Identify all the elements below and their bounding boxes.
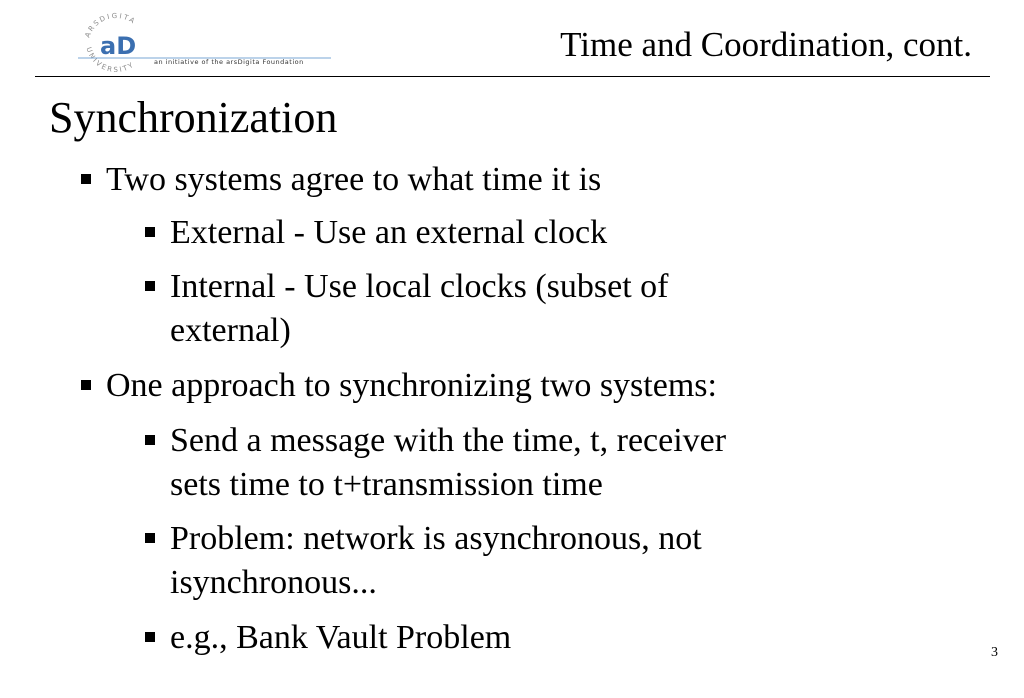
bullet-item [106,158,601,202]
bullet-text-line: sets time to t+transmission time [170,466,603,503]
logo-arc-top-text: ARSDIGITA [83,12,138,39]
bullet-text-line: isynchronous... [170,564,377,601]
bullet-text-line: Problem: network is asynchronous, not [170,520,702,557]
header-title: Time and Coordination, cont. [560,25,972,64]
logo-mark: aD [100,32,137,60]
bullet-square-icon [81,380,91,390]
slide-title: Synchronization [49,93,338,142]
bullet-square-icon [81,174,91,184]
bullet-text-line: Internal - Use local clocks (subset of [170,268,669,305]
logo-tagline: an initiative of the arsDigita Foundation [154,58,304,66]
bullet-text: e.g., Bank Vault Problem [170,619,512,656]
logo-arc-bottom-text: UNIVERSITY [84,46,137,72]
sub-bullet-item [170,211,870,255]
bullet-square-icon [145,281,155,291]
bullet-text: External - Use an external clock [170,214,608,251]
bullet-text: Two systems agree to what time it is [106,161,602,198]
sub-bullet-item [170,517,870,605]
sub-bullet-item [170,419,870,507]
bullet-square-icon [145,533,155,543]
bullet-text: One approach to synchronizing two systems: [106,367,717,404]
bullet-square-icon [145,227,155,237]
bullet-text-line: external) [170,312,291,349]
bullet-square-icon [145,632,155,642]
sub-bullet-item [170,616,870,660]
sub-bullet-item [170,265,870,353]
bullet-item [106,364,717,408]
bullet-text-line: Send a message with the time, t, receiver [170,422,727,459]
bullet-square-icon [145,435,155,445]
page-number: 3 [991,645,998,660]
